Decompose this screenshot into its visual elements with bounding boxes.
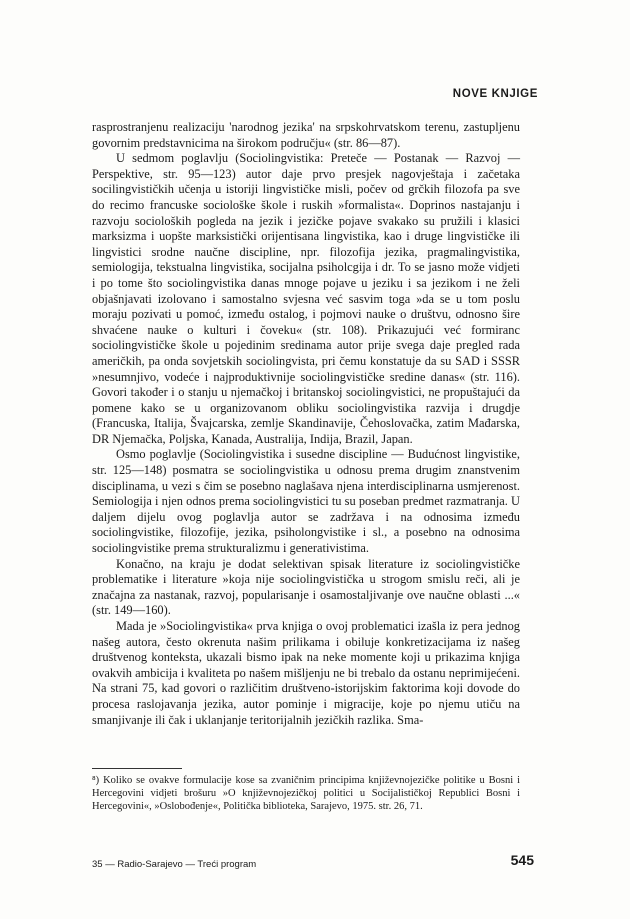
- paragraph: rasprostranjenu realizaciju 'narodnog jezika' na srpskohrvatskom terenu, zastupljenu govornim predstavnicima na širokom području« (str. 86—87).: [92, 120, 520, 150]
- paragraph: Osmo poglavlje (Sociolingvistika i susedne discipline — Budućnost lingvistike, str. 125—148) posmatra se sociolingvistika u odnosu prema drugim znanstvenim disciplinama, u vezi s čim se posebno naglašava njena interdisciplinarna usmjerenost. Semiologija i njen odnos prema sociolingvistici tu su poseban predmet razmatranja. U daljem dijelu ovog poglavlja autor se zadržava i na odnosima između sociolingvistike, filozofije, jezika, psiholongvistike i sl., a posebno na odnosima sociolingvistike prema strukturalizmu i generativistima.: [92, 447, 520, 556]
- paragraph: Mada je »Sociolingvistika« prva knjiga o ovoj problematici izašla iz pera jednog našeg autora, često okrenuta našim prilikama i obiluje konkretizacijama iz našeg društvenog konteksta, ukazali bismo ipak na neke momente koji u prikazima knjiga ovakvih ambicija i kvaliteta po našem mišljenju ne bi trebalo da ostanu neprimijećeni. Na strani 75, kad govori o različitim društveno-istorijskim faktorima koji dovode do procesa raslojavanja jezika, autor pominje i migracije, koje po njemu utiču na smanjivanje ili čak i uklanjanje teritorijalnih jezičkih razlika. Sma-: [92, 619, 520, 727]
- page-footer-signature: 35 — Radio-Sarajevo — Treći program: [92, 859, 257, 870]
- paragraph: Konačno, na kraju je dodat selektivan spisak literature iz sociolingvističke problematike i literature »koja nije sociolingvistička u strogom smislu reči, ali je značajna za nastanak, razvoj, popularisanje i osamostaljivanje ove naučne oblasti ...« (str. 149—160).: [92, 556, 520, 618]
- footnote: ⁸) Koliko se ovakve formulacije kose sa zvaničnim principima književnojezičke politike u Bosni i Hercegovini vidjeti brošuru »O književnojezičkoj politici u Socijalističkoj Republici Bosni i Hercegovini«, »Oslobođenje«, Politička biblioteka, Sarajevo, 1975. str. 26, 71.: [92, 775, 520, 812]
- page-number: 545: [510, 852, 534, 868]
- footnote-divider: [92, 768, 182, 769]
- body-text: [92, 120, 520, 728]
- running-header: NOVE KNJIGE: [452, 88, 538, 100]
- paragraph: U sedmom poglavlju (Sociolingvistika: Preteče — Postanak — Razvoj — Perspektive, str. 95—123) autor daje prvo presjek nagovještaja i začetaka socilingvističkih učenja u istoriji lingvističke misli, počev od grčkih filozofa pa sve do recimo francuske sociološke škole i ruskih »formalista«. Doprinos nastajanju i razvoju socioloških pogleda na jezik i jezičke pojave svakako su pružili i klasici marksizma i uopšte marksistički orijentisana lingvistika, kao i druge lingvističke ili lingvistici srodne naučne discipline, npr. filozofija jezika, pragmalingvistika, semiologija, tekstualna lingvistika, socijalna psiholcgija i dr. To se jasno može vidjeti i po tome što sociolingvistika danas mnoge pojave u jeziku i sa jezikom i ne želi objašnjavati izolovano i samostalno svjesna već sasvim toga »da se u tom poslu moraju pozivati u pomoć, između ostalog, i pojmovi nauke o društvu, odnosno šire shvaćene nauke o kulturi i čoveku« (str. 108). Prikazujući već formiranc sociolingvističke škole u pojedinim sredinama autor prije svega daje pregled rada američkih, pa onda sovjetskih sociolingvista, pri čemu konstatuje da su SAD i SSSR »nesumnjivo, vodeće i najproduktivnije sociolingvističke sredine danas« (str. 116). Govori također i o stanju u njemačkoj i britanskoj sociolingvistici, ne propuštajući da pomene kako se u organizovanom obliku sociolingvistika razvija i drugdje (Francuska, Italija, Švajcarska, zemlje Skandinavije, Čehoslovačka, zatim Mađarska, DR Njemačka, Poljska, Kanada, Australija, Indija, Brazil, Japan.: [92, 151, 520, 446]
